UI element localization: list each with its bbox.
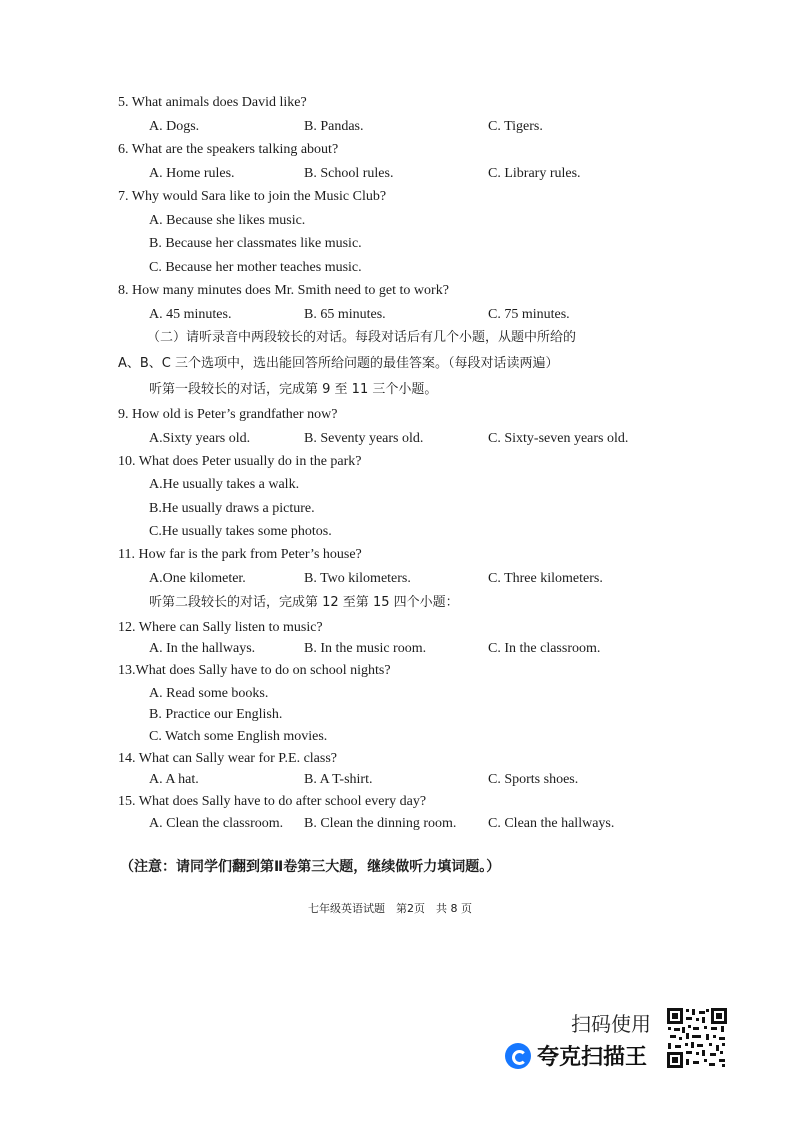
question-15-option-a: A. Clean the classroom. [149,816,284,831]
question-11-option-c: C. Three kilometers. [488,571,603,586]
question-5-stem: 5. What animals does David like? [118,95,307,110]
qr-code-icon[interactable] [666,1007,728,1069]
question-10-option-c: C.He usually takes some photos. [149,524,332,539]
question-14-option-a: A. A hat. [149,772,199,787]
scanner-brand [505,1040,647,1071]
question-11-stem: 11. How far is the park from Peter’s house? [118,547,362,562]
question-14-option-c: C. Sports shoes. [488,772,579,787]
question-8-stem: 8. How many minutes does Mr. Smith need to get to work? [118,283,449,298]
question-9-stem: 9. How old is Peter’s grandfather now? [118,407,338,422]
question-13-option-b: B. Practice our English. [149,707,283,722]
question-11-option-b: B. Two kilometers. [304,571,411,586]
question-9-option-c: C. Sixty-seven years old. [488,431,629,446]
turn-page-note: （注意：请同学们翻到第Ⅱ卷第三大题，继续做听力填词题。） [120,859,501,875]
question-15-stem: 15. What does Sally have to do after school every day? [118,794,427,809]
question-15-option-b: B. Clean the dinning room. [304,816,457,831]
question-5-option-b: B. Pandas. [304,119,364,134]
scanner-brand-name: 夸克扫描王 [537,1045,648,1070]
question-8-option-a: A. 45 minutes. [149,307,232,322]
question-13-stem: 13.What does Sally have to do on school nights? [118,663,391,678]
question-9-option-b: B. Seventy years old. [304,431,424,446]
question-6-stem: 6. What are the speakers talking about? [118,142,339,157]
question-8-option-b: B. 65 minutes. [304,307,386,322]
question-14-option-b: B. A T-shirt. [304,772,373,787]
question-7-option-b: B. Because her classmates like music. [149,236,362,251]
question-13-option-c: C. Watch some English movies. [149,729,328,744]
question-10-option-b: B.He usually draws a picture. [149,501,315,516]
question-5-option-c: C. Tigers. [488,119,543,134]
quark-logo-icon [505,1043,531,1069]
question-9-option-a: A.Sixty years old. [149,431,251,446]
question-11-option-a: A.One kilometer. [149,571,246,586]
question-14-stem: 14. What can Sally wear for P.E. class? [118,751,338,766]
question-7-option-a: A. Because she likes music. [149,213,306,228]
question-5-option-a: A. Dogs. [149,119,200,134]
question-12-option-c: C. In the classroom. [488,641,601,656]
section-2-instruction-line-2: A、B、C 三个选项中，选出能回答所给问题的最佳答案。（每段对话读两遍） [118,356,559,371]
question-10-stem: 10. What does Peter usually do in the park? [118,454,362,469]
question-7-option-c: C. Because her mother teaches music. [149,260,362,275]
question-12-stem: 12. Where can Sally listen to music? [118,620,323,635]
dialogue-1-intro: 听第一段较长的对话，完成第 9 至 11 三个小题。 [149,382,438,397]
dialogue-2-intro: 听第二段较长的对话，完成第 12 至第 15 四个小题： [149,595,459,610]
page-footer: 七年级英语试题 第2页 共 8 页 [308,902,472,915]
question-13-option-a: A. Read some books. [149,686,269,701]
question-12-option-b: B. In the music room. [304,641,427,656]
section-2-instruction-line-1: （二）请听录音中两段较长的对话。每段对话后有几个小题，从题中所给的 [147,330,577,345]
question-12-option-a: A. In the hallways. [149,641,256,656]
question-6-option-a: A. Home rules. [149,166,235,181]
question-6-option-b: B. School rules. [304,166,394,181]
question-10-option-a: A.He usually takes a walk. [149,477,300,492]
question-15-option-c: C. Clean the hallways. [488,816,615,831]
question-6-option-c: C. Library rules. [488,166,581,181]
scan-to-use-label: 扫码使用 [571,1012,651,1036]
question-8-option-c: C. 75 minutes. [488,307,570,322]
question-7-stem: 7. Why would Sara like to join the Music Club? [118,189,387,204]
